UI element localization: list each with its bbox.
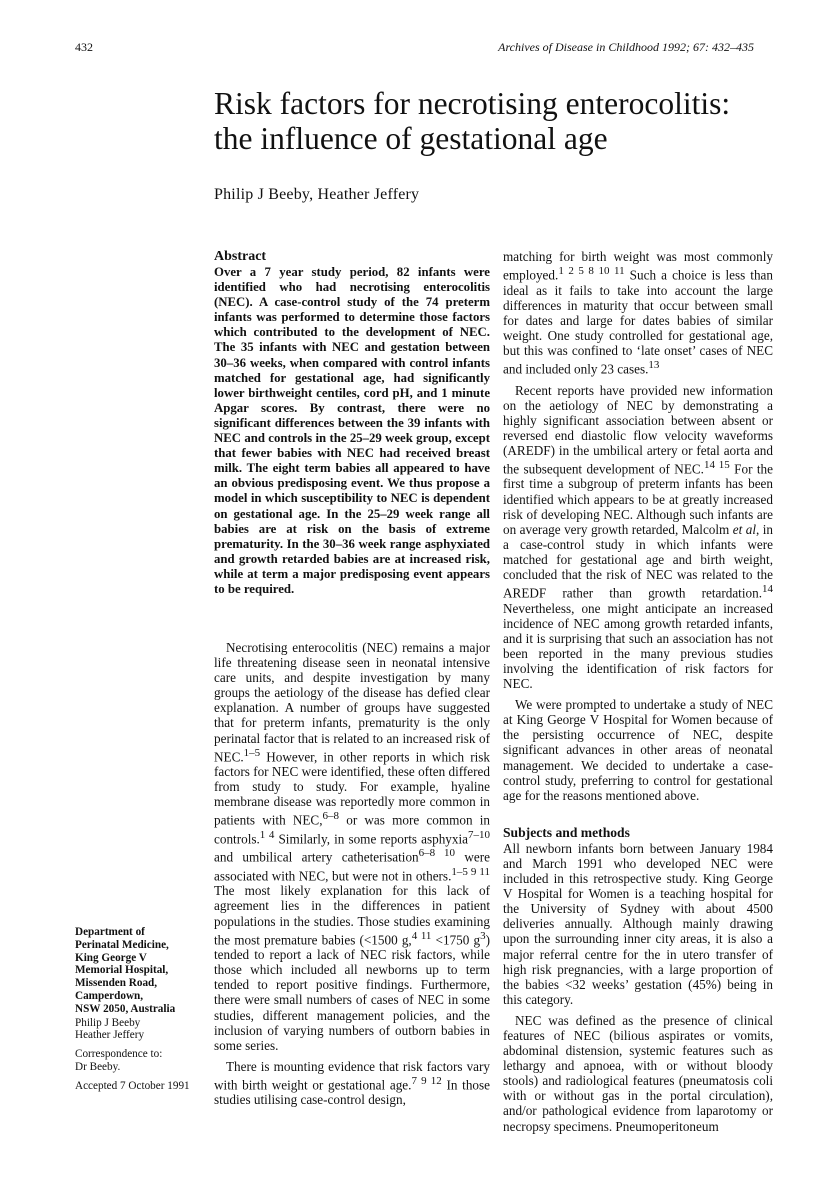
title-line: Risk factors for necrotising enterocolitis: <box>214 86 731 121</box>
affiliation-authors: Philip J Beeby Heather Jeffery <box>75 1016 145 1042</box>
title-line: the influence of gestational age <box>214 121 608 156</box>
abstract-section <box>214 248 490 597</box>
right-column <box>503 249 773 1134</box>
intro-paragraph-1: Necrotising enterocolitis (NEC) remains a major life threatening disease seen in neonatal intensive care units, and despite investigation by many groups the aetiology of the disease has defied clear explanation. A number of groups have suggested that for preterm infants, prematurity is the only perinatal factor that is related to an increased risk of NEC.$^{1-5}$ However, in other reports in which risk factors for NEC were identified, these often differed from study to study. For example, hyaline membrane disease was reportedly more common in patients with NEC,$^{6-8}$ or was more common in controls.$^{1 4}$ Similarly, in some reports asphyxia$^{7-10}$ and umbilical artery catheterisation$^{6-8 10}$ were associated with NEC, but were not in others.$^{1-5 9 11}$ The most likely explanation for this lack of agreement lies in the differences in patient populations in the studies. Those studies examining the most premature babies (<1500 g,$^{4 11}$ <1750 $g^3$) tended to report a lack of NEC risk factors, while those which included all newborns up to term tended to report positive findings. Furthermore, there were small numbers of cases of NEC in some studies, different management policies, and the inclusion of varying numbers of outborn babies in some series. <box>214 640 491 1053</box>
article-title <box>214 86 784 156</box>
methods-paragraph-1: All newborn infants born between January 1984 and March 1991 who developed NEC were included in this retrospective study. King George V Hospital for Women is a teaching hospital for the University of Sydney with about 4500 deliveries annually. Although mainly drawing upon the surrounding inner city areas, it is also a major referral centre for the in utero transfer of high risk pregnancies, with a large proportion of the babies <32 weeks’ gestation (45%) being in this category. <box>503 840 773 1007</box>
correspondence: Correspondence to: Dr Beeby. <box>75 1048 163 1073</box>
intro-paragraph-4: We were prompted to undertake a study of NEC at King George V Hospital for Women because of the persisting occurrence of NEC, despite significant advances in other areas of neonatal management. We decided to undertake a case-control study, preferring to control for gestational age for the reasons mentioned above. <box>503 697 773 803</box>
introduction-section <box>214 640 490 1107</box>
affiliation-sidebar <box>75 926 211 1093</box>
methods-paragraph-2: NEC was defined as the presence of clinical features of NEC (bilious aspirates or vomits, abdominal distension, systemic features such as lethargy and apnoea, with or without bloody stools) and radiological features (pneumatosis coli with or without gas in the portal circulation), and/or pathological evidence from laparotomy or necropsy specimens. Pneumoperitoneum <box>503 1012 773 1134</box>
intro-paragraph-2: There is mounting evidence that risk factors vary with birth weight or gestational age.$^{7 9 12}$ In those studies utilising case-control design, <box>214 1058 491 1108</box>
abstract-heading: Abstract <box>214 249 267 264</box>
department-address: Department of Perinatal Medicine, King George V Memorial Hospital, Missenden Road, Camperdown, NSW 2050, Australia <box>75 926 176 1015</box>
intro-paragraph-3: Recent reports have provided new information on the aetiology of NEC by demonstrating a highly significant association between absent or reversed end diastolic flow velocity waveforms (AREDF) in the umbilical artery or fetal aorta and the subsequent development of NEC.$^{14 15}$ For the first time a subgroup of preterm infants has been identified which appears to be at greatly increased risk of developing NEC. Although such infants are on average very growth retarded, Malcolm et al, in a case-control study in which infants were matched for gestational age and birth weight, concluded that the risk of NEC was related to the AREDF rather than growth retardation.$^{14}$ Nevertheless, one might anticipate an increased incidence of NEC among growth retarded infants, and it is surprising that such an association has not been reported in the many previous studies involving the identification of risk factors for NEC. <box>503 382 774 692</box>
accepted-date: Accepted 7 October 1991 <box>75 1079 190 1092</box>
journal-citation: Archives of Disease in Childhood 1992; 67: 432–435 <box>498 40 754 54</box>
intro-paragraph-2-continued: matching for birth weight was most commonly employed.$^{1 2 5 8 10 11}$ Such a choice is less than ideal as it fails to take into account the large differences in maturity that occur between small for dates and large for dates babies of similar weight. One study controlled for gestational age, but this was confined to ‘late onset’ cases of NEC and included only 23 cases.$^{13}$ <box>503 249 774 377</box>
abstract-text: Over a 7 year study period, 82 infants were identified who had necrotising enterocolitis (NEC). A case-control study of the 74 preterm infants was performed to determine those factors which contributed to the development of NEC. The 35 infants with NEC and gestation between 30–36 weeks, when compared with control infants matched for gestational age, had significantly lower birthweight centiles, cord pH, and 1 minute Apgar scores. By contrast, there were no significant differences between the 39 infants with NEC and controls in the 25–29 week group, except that fewer babies with NEC had received breast milk. The eight term babies all appeared to have an obvious predisposing event. We thus propose a model in which susceptibility to NEC is dependent on gestational age. In the 25–29 week range all babies are at risk on the basis of extreme prematurity. In the 30–36 week range asphyxiated and growth retarded babies are at increased risk, while at term a major predisposing event appears to be required. <box>214 265 490 596</box>
methods-heading: Subjects and methods <box>503 824 630 840</box>
page-number: 432 <box>75 40 93 54</box>
author-list: Philip J Beeby, Heather Jeffery <box>214 186 420 203</box>
